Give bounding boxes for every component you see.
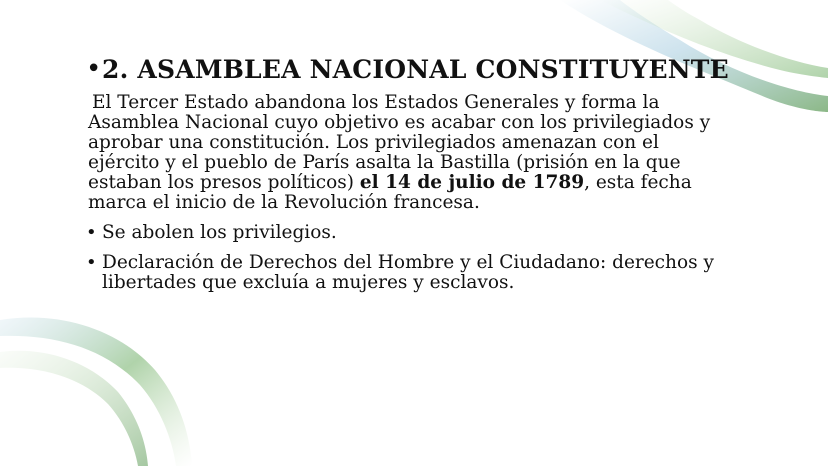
body-paragraph [88, 93, 736, 213]
paragraph-text-part1: El Tercer Estado abandona los Estados Generales y forma la Asamblea Nacional cuyo objetivo es acabar con los privilegiados y aprobar una constitución. Los privilegiados amenazan con el ejército y el pueblo de París asalta la Bastilla (prisión en la que estaban los presos políticos) [88, 92, 711, 193]
list-item [86, 253, 736, 293]
list-item-text: Se abolen los privilegios. [102, 222, 337, 243]
paragraph-text-part2: , esta fecha marca el inicio de la Revolución francesa. [88, 172, 692, 213]
slide-heading: 2. ASAMBLEA NACIONAL CONSTITUYENTE [102, 55, 729, 84]
list-item [86, 223, 736, 243]
bullet-icon: • [86, 252, 97, 273]
list-item-text: Declaración de Derechos del Hombre y el Ciudadano: derechos y libertades que excluía a mujeres y esclavos. [102, 252, 714, 293]
paragraph-bold-date: el 14 de julio de 1789 [359, 172, 585, 193]
bullet-icon: • [86, 54, 102, 84]
slide-content [86, 56, 736, 293]
heading-bullet-row [86, 56, 736, 83]
bullet-icon: • [86, 222, 97, 243]
